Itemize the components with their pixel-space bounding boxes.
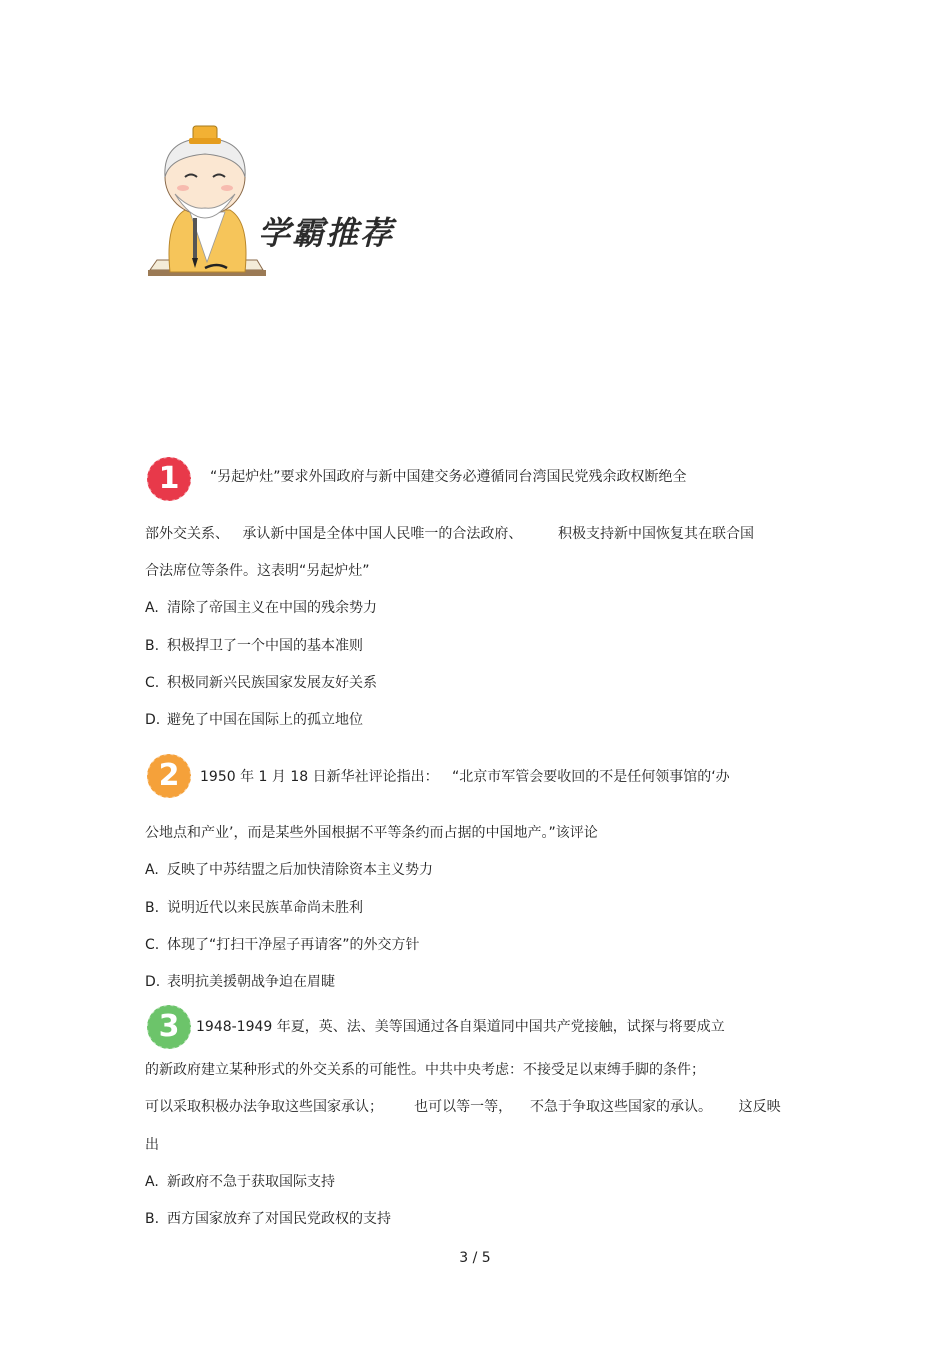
option-text: 说明近代以来民族革命尚未胜利 — [167, 900, 363, 916]
option-letter: C. — [145, 937, 160, 953]
question-3-option-a[interactable] — [145, 1172, 335, 1192]
option-text: 表明抗美援朝战争迫在眉睫 — [167, 974, 335, 990]
question-2-option-d[interactable] — [145, 972, 335, 992]
option-letter: A. — [145, 862, 159, 878]
question-number: 1 — [158, 461, 180, 496]
option-text: 反映了中苏结盟之后加快清除资本主义势力 — [167, 862, 433, 878]
question-2-option-c[interactable] — [145, 935, 420, 955]
question-3-line-2: 的新政府建立某种形式的外交关系的可能性。中共中央考虑：不接受足以束缚手脚的条件； — [145, 1062, 705, 1078]
option-letter: B. — [145, 1211, 160, 1227]
question-2-option-a[interactable] — [145, 860, 433, 880]
option-text: 新政府不急于获取国际支持 — [167, 1174, 335, 1190]
question-1-line-3: 合法席位等条件。这表明“另起炉灶” — [145, 563, 370, 579]
question-number-badge-3 — [145, 1003, 193, 1051]
option-text: 避免了中国在国际上的孤立地位 — [167, 712, 363, 728]
option-text: 积极同新兴民族国家发展友好关系 — [167, 675, 377, 691]
scholar-mascot-illustration — [145, 122, 270, 282]
question-1-option-b[interactable] — [145, 636, 363, 656]
header-logo-text: 学霸推荐 — [258, 214, 395, 252]
question-number-badge-2 — [145, 752, 193, 800]
question-1-option-c[interactable] — [145, 673, 377, 693]
option-letter: A. — [145, 600, 159, 616]
question-2-line-2: 公地点和产业’，而是某些外国根据不平等条约而占据的中国地产。”该评论 — [145, 825, 598, 841]
question-3-line-1: 1948-1949 年夏，英、法、美等国通过各自渠道同中国共产党接触，试探与将要成立 — [196, 1019, 725, 1035]
question-3-line-4: 出 — [145, 1137, 159, 1153]
option-letter: D. — [145, 712, 161, 728]
option-letter: B. — [145, 638, 160, 654]
question-1-option-d[interactable] — [145, 710, 363, 730]
option-letter: A. — [145, 1174, 159, 1190]
question-1-line-2: 部外交关系、 承认新中国是全体中国人民唯一的合法政府、 积极支持新中国恢复其在联合国 — [145, 526, 754, 542]
question-number: 3 — [158, 1009, 180, 1044]
option-text: 西方国家放弃了对国民党政权的支持 — [167, 1211, 391, 1227]
option-text: 清除了帝国主义在中国的残余势力 — [167, 600, 377, 616]
option-letter: D. — [145, 974, 161, 990]
option-letter: C. — [145, 675, 160, 691]
question-1-line-1: “另起炉灶”要求外国政府与新中国建交务必遵循同台湾国民党残余政权断绝全 — [210, 469, 687, 485]
question-3-line-3: 可以采取积极办法争取这些国家承认； 也可以等一等， 不急于争取这些国家的承认。 这反映 — [145, 1099, 781, 1115]
question-1-option-a[interactable] — [145, 598, 377, 618]
page-number: 3 / 5 — [459, 1250, 491, 1266]
question-2-option-b[interactable] — [145, 898, 363, 918]
question-number-badge-1 — [145, 455, 193, 503]
question-number: 2 — [158, 758, 180, 793]
option-text: 积极捍卫了一个中国的基本准则 — [167, 638, 363, 654]
question-2-line-1: 1950 年 1 月 18 日新华社评论指出： “北京市军管会要收回的不是任何领事馆的‘办 — [200, 769, 730, 785]
question-3-option-b[interactable] — [145, 1209, 391, 1229]
option-letter: B. — [145, 900, 160, 916]
option-text: 体现了“打扫干净屋子再请客”的外交方针 — [167, 937, 420, 953]
